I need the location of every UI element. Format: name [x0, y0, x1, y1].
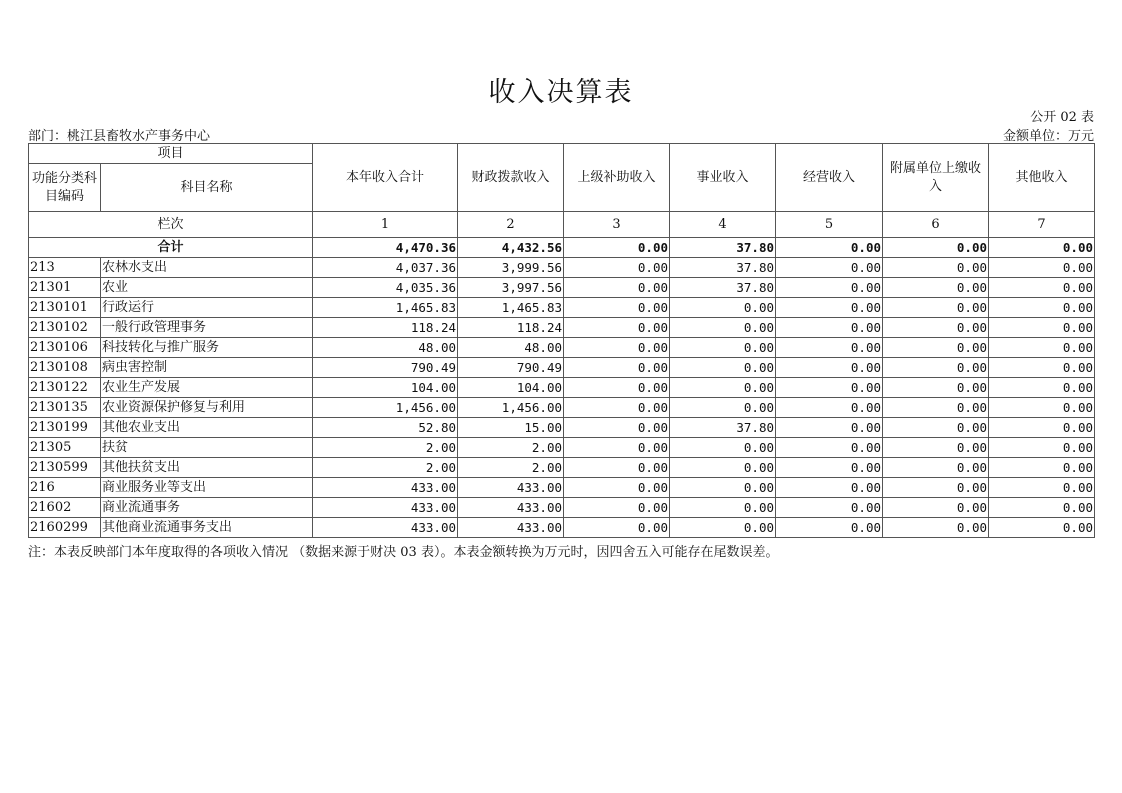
seq-6: 6	[883, 212, 989, 238]
row-value: 3,999.56	[458, 258, 564, 278]
row-value: 0.00	[670, 438, 776, 458]
row-value: 0.00	[776, 418, 883, 438]
row-value: 0.00	[883, 458, 989, 478]
row-value: 433.00	[458, 478, 564, 498]
table-row	[29, 498, 1095, 518]
table-row	[29, 418, 1095, 438]
row-name: 一般行政管理事务	[101, 318, 313, 338]
row-value: 0.00	[776, 318, 883, 338]
row-value: 0.00	[670, 318, 776, 338]
row-value: 3,997.56	[458, 278, 564, 298]
row-value: 0.00	[670, 378, 776, 398]
row-value: 433.00	[458, 518, 564, 538]
row-value: 0.00	[564, 418, 670, 438]
row-value: 0.00	[670, 298, 776, 318]
row-name: 商业服务业等支出	[101, 478, 313, 498]
table-row	[29, 258, 1095, 278]
row-code: 2130599	[29, 458, 101, 478]
row-value: 0.00	[564, 338, 670, 358]
row-value: 0.00	[776, 478, 883, 498]
row-value: 0.00	[883, 278, 989, 298]
total-value: 0.00	[776, 238, 883, 258]
row-value: 0.00	[564, 258, 670, 278]
row-value: 0.00	[776, 438, 883, 458]
row-value: 0.00	[776, 338, 883, 358]
department-label: 部门：桃江县畜牧水产事务中心	[28, 129, 211, 144]
row-code: 2130135	[29, 398, 101, 418]
row-value: 0.00	[564, 458, 670, 478]
row-value: 0.00	[564, 278, 670, 298]
seq-label: 栏次	[29, 212, 313, 238]
table-row	[29, 338, 1095, 358]
seq-3: 3	[564, 212, 670, 238]
row-value: 0.00	[776, 298, 883, 318]
total-value: 0.00	[564, 238, 670, 258]
row-value: 48.00	[458, 338, 564, 358]
header-col-4: 事业收入	[670, 144, 776, 212]
row-value: 2.00	[313, 438, 458, 458]
row-name: 商业流通事务	[101, 498, 313, 518]
row-value: 0.00	[564, 518, 670, 538]
row-value: 1,456.00	[458, 398, 564, 418]
row-value: 0.00	[776, 458, 883, 478]
table-row	[29, 478, 1095, 498]
row-value: 0.00	[564, 478, 670, 498]
row-value: 0.00	[670, 458, 776, 478]
table-row	[29, 318, 1095, 338]
row-value: 790.49	[313, 358, 458, 378]
row-value: 1,465.83	[313, 298, 458, 318]
header-project: 项目	[29, 144, 313, 164]
row-name: 农林水支出	[101, 258, 313, 278]
row-value: 0.00	[883, 378, 989, 398]
table-row	[29, 358, 1095, 378]
row-value: 0.00	[564, 298, 670, 318]
row-value: 0.00	[883, 358, 989, 378]
row-value: 0.00	[776, 278, 883, 298]
row-value: 4,035.36	[313, 278, 458, 298]
seq-4: 4	[670, 212, 776, 238]
page-title: 收入决算表	[488, 77, 634, 108]
row-code: 2130199	[29, 418, 101, 438]
header-col-3: 上级补助收入	[564, 144, 670, 212]
unit-label: 金额单位：万元	[1002, 129, 1094, 144]
row-name: 科技转化与推广服务	[101, 338, 313, 358]
row-value: 4,037.36	[313, 258, 458, 278]
row-value: 0.00	[989, 398, 1095, 418]
row-value: 37.80	[670, 418, 776, 438]
table-row	[29, 438, 1095, 458]
row-value: 433.00	[313, 498, 458, 518]
total-value: 4,470.36	[313, 238, 458, 258]
row-value: 48.00	[313, 338, 458, 358]
row-value: 0.00	[989, 258, 1095, 278]
header-col-1: 本年收入合计	[313, 144, 458, 212]
row-code: 216	[29, 478, 101, 498]
row-value: 104.00	[458, 378, 564, 398]
row-code: 21602	[29, 498, 101, 518]
row-code: 2130102	[29, 318, 101, 338]
form-code: 公开 02 表	[1030, 110, 1094, 125]
row-name: 农业资源保护修复与利用	[101, 398, 313, 418]
row-value: 0.00	[564, 398, 670, 418]
row-value: 0.00	[883, 518, 989, 538]
row-value: 433.00	[313, 518, 458, 538]
total-row	[29, 238, 1095, 258]
header-col-6: 附属单位上缴收入	[883, 144, 989, 212]
row-value: 0.00	[989, 518, 1095, 538]
row-value: 433.00	[313, 478, 458, 498]
row-value: 0.00	[776, 498, 883, 518]
row-value: 0.00	[883, 318, 989, 338]
header-col-2: 财政拨款收入	[458, 144, 564, 212]
table-row	[29, 298, 1095, 318]
total-label: 合计	[29, 238, 313, 258]
row-code: 2130122	[29, 378, 101, 398]
row-value: 0.00	[564, 318, 670, 338]
row-value: 1,456.00	[313, 398, 458, 418]
row-value: 37.80	[670, 278, 776, 298]
row-code: 2160299	[29, 518, 101, 538]
row-value: 0.00	[883, 478, 989, 498]
row-name: 扶贫	[101, 438, 313, 458]
seq-2: 2	[458, 212, 564, 238]
row-name: 其他扶贫支出	[101, 458, 313, 478]
row-value: 0.00	[989, 358, 1095, 378]
row-value: 0.00	[670, 398, 776, 418]
row-code: 21301	[29, 278, 101, 298]
row-value: 0.00	[883, 298, 989, 318]
row-name: 其他商业流通事务支出	[101, 518, 313, 538]
row-name: 行政运行	[101, 298, 313, 318]
row-value: 0.00	[989, 438, 1095, 458]
row-value: 0.00	[989, 298, 1095, 318]
seq-7: 7	[989, 212, 1095, 238]
row-value: 0.00	[989, 458, 1095, 478]
row-value: 118.24	[313, 318, 458, 338]
row-value: 0.00	[989, 418, 1095, 438]
table-row	[29, 518, 1095, 538]
row-value: 0.00	[776, 398, 883, 418]
row-value: 0.00	[670, 338, 776, 358]
row-value: 0.00	[776, 258, 883, 278]
row-code: 2130106	[29, 338, 101, 358]
row-value: 2.00	[458, 458, 564, 478]
row-value: 790.49	[458, 358, 564, 378]
row-value: 0.00	[670, 498, 776, 518]
row-value: 0.00	[564, 438, 670, 458]
row-value: 0.00	[883, 438, 989, 458]
header-col-5: 经营收入	[776, 144, 883, 212]
income-table	[28, 143, 1095, 538]
row-value: 0.00	[883, 398, 989, 418]
row-value: 15.00	[458, 418, 564, 438]
row-value: 0.00	[776, 358, 883, 378]
row-value: 0.00	[776, 378, 883, 398]
row-value: 1,465.83	[458, 298, 564, 318]
row-value: 0.00	[776, 518, 883, 538]
row-value: 118.24	[458, 318, 564, 338]
row-name: 农业生产发展	[101, 378, 313, 398]
row-value: 0.00	[989, 478, 1095, 498]
table-row	[29, 458, 1095, 478]
row-value: 37.80	[670, 258, 776, 278]
table-row	[29, 398, 1095, 418]
row-value: 2.00	[313, 458, 458, 478]
row-value: 0.00	[989, 278, 1095, 298]
total-value: 4,432.56	[458, 238, 564, 258]
row-value: 52.80	[313, 418, 458, 438]
row-value: 0.00	[883, 498, 989, 518]
total-value: 0.00	[883, 238, 989, 258]
table-row	[29, 278, 1095, 298]
total-value: 37.80	[670, 238, 776, 258]
row-name: 病虫害控制	[101, 358, 313, 378]
row-value: 0.00	[564, 498, 670, 518]
header-col-7: 其他收入	[989, 144, 1095, 212]
row-value: 0.00	[670, 358, 776, 378]
row-value: 0.00	[989, 318, 1095, 338]
row-value: 433.00	[458, 498, 564, 518]
row-value: 0.00	[883, 418, 989, 438]
table-row	[29, 378, 1095, 398]
header-name: 科目名称	[101, 164, 313, 212]
row-value: 0.00	[564, 358, 670, 378]
row-value: 0.00	[883, 338, 989, 358]
total-value: 0.00	[989, 238, 1095, 258]
row-value: 0.00	[670, 478, 776, 498]
row-name: 农业	[101, 278, 313, 298]
row-code: 21305	[29, 438, 101, 458]
row-code: 2130108	[29, 358, 101, 378]
seq-5: 5	[776, 212, 883, 238]
row-code: 213	[29, 258, 101, 278]
header-code: 功能分类科目编码	[29, 164, 101, 212]
row-name: 其他农业支出	[101, 418, 313, 438]
row-value: 2.00	[458, 438, 564, 458]
row-code: 2130101	[29, 298, 101, 318]
footnote: 注：本表反映部门本年度取得的各项收入情况 （数据来源于财决 03 表）。本表金额转换为万元时，因四舍五入可能存在尾数误差。	[28, 545, 779, 560]
row-value: 0.00	[883, 258, 989, 278]
seq-1: 1	[313, 212, 458, 238]
row-value: 0.00	[989, 498, 1095, 518]
row-value: 104.00	[313, 378, 458, 398]
row-value: 0.00	[564, 378, 670, 398]
row-value: 0.00	[989, 338, 1095, 358]
row-value: 0.00	[989, 378, 1095, 398]
row-value: 0.00	[670, 518, 776, 538]
